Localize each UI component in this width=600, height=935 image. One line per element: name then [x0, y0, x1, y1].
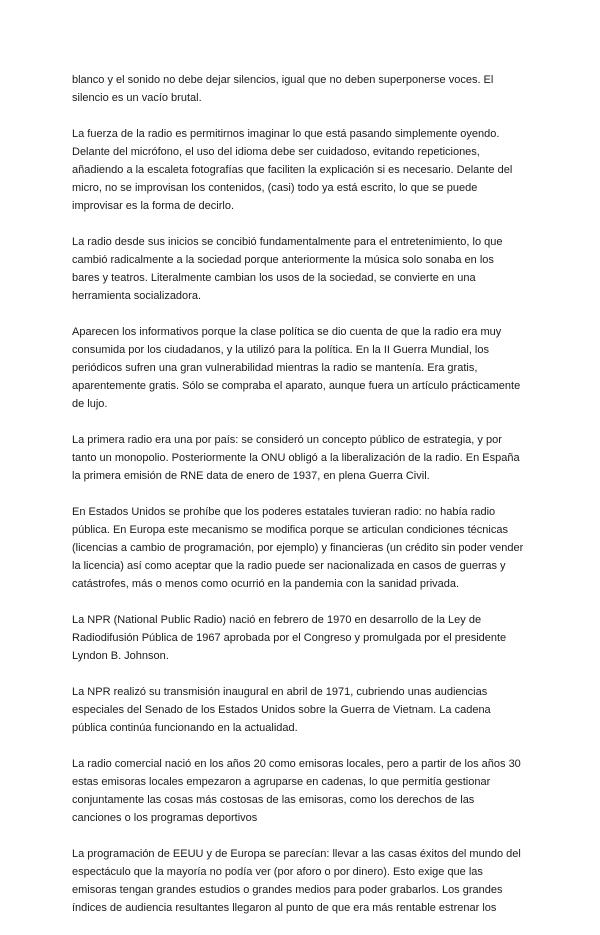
paragraph-1: blanco y el sonido no debe dejar silencios, igual que no deben superponerse voces. El silencio es un vacío brutal. [72, 74, 494, 104]
paragraph-6: En Estados Unidos se prohíbe que los poderes estatales tuvieran radio: no había radio pública. En Europa este mecanismo se modifica porque se articulan condiciones técnicas (licencias a cambio de programación, por ejemplo) y financieras (un crédito sin poder vender la licencia) así como aceptar que la radio puede ser nacionalizada en casos de guerras y catástrofes, más o menos como ocurrió en la pandemia con la sanidad privada. [72, 506, 524, 590]
paragraph-10: La programación de EEUU y de Europa se parecían: llevar a las casas éxitos del mundo del espectáculo que la mayoría no podía ver (por aforo o por dinero). Esto exige que las emisoras tengan grandes estudios o grandes medios para poder grabarlos. Los grandes índices de audiencia resultantes llegaron al punto de que era más rentable estrenar los [72, 848, 521, 914]
document-body [72, 71, 532, 935]
paragraph-9: La radio comercial nació en los años 20 como emisoras locales, pero a partir de los años 30 estas emisoras locales empezaron a agruparse en cadenas, lo que permitía gestionar conjuntamente las cosas más costosas de las emisoras, como los derechos de las canciones o los programas deportivos [72, 758, 521, 824]
paragraph-7: La NPR (National Public Radio) nació en febrero de 1970 en desarrollo de la Ley de Radiodifusión Pública de 1967 aprobada por el Congreso y promulgada por el presidente Lyndon B. Johnson. [72, 614, 507, 662]
paragraph-4: Aparecen los informativos porque la clase política se dio cuenta de que la radio era muy consumida por los ciudadanos, y la utilizó para la política. En la II Guerra Mundial, los periódicos sufren una gran vulnerabilidad mientras la radio se mantenía. Era gratis, aparentemente gratis. Sólo se compraba el aparato, aunque fuera un artículo prácticamente de lujo. [72, 326, 521, 410]
paragraph-3: La radio desde sus inicios se concibió fundamentalmente para el entretenimiento, lo que cambió radicalmente a la sociedad porque anteriormente la música solo sonaba en los bares y teatros. Literalmente cambian los usos de la sociedad, se convierte en una herramienta socializadora. [72, 236, 503, 302]
paragraph-5: La primera radio era una por país: se consideró un concepto público de estrategia, y por tanto un monopolio. Posteriormente la ONU obligó a la liberalización de la radio. En España la primera emisión de RNE data de enero de 1937, en plena Guerra Civil. [72, 434, 520, 482]
paragraph-8: La NPR realizó su transmisión inaugural en abril de 1971, cubriendo unas audiencias especiales del Senado de los Estados Unidos sobre la Guerra de Vietnam. La cadena pública continúa funcionando en la actualidad. [72, 686, 491, 734]
paragraph-2: La fuerza de la radio es permitirnos imaginar lo que está pasando simplemente oyendo. Delante del micrófono, el uso del idioma debe ser cuidadoso, evitando repeticiones, añadiendo a la escaleta fotografías que faciliten la explicación si es necesario. Delante del micro, no se improvisan los contenidos, (casi) todo ya está escrito, lo que se puede improvisar es la forma de decirlo. [72, 128, 513, 212]
